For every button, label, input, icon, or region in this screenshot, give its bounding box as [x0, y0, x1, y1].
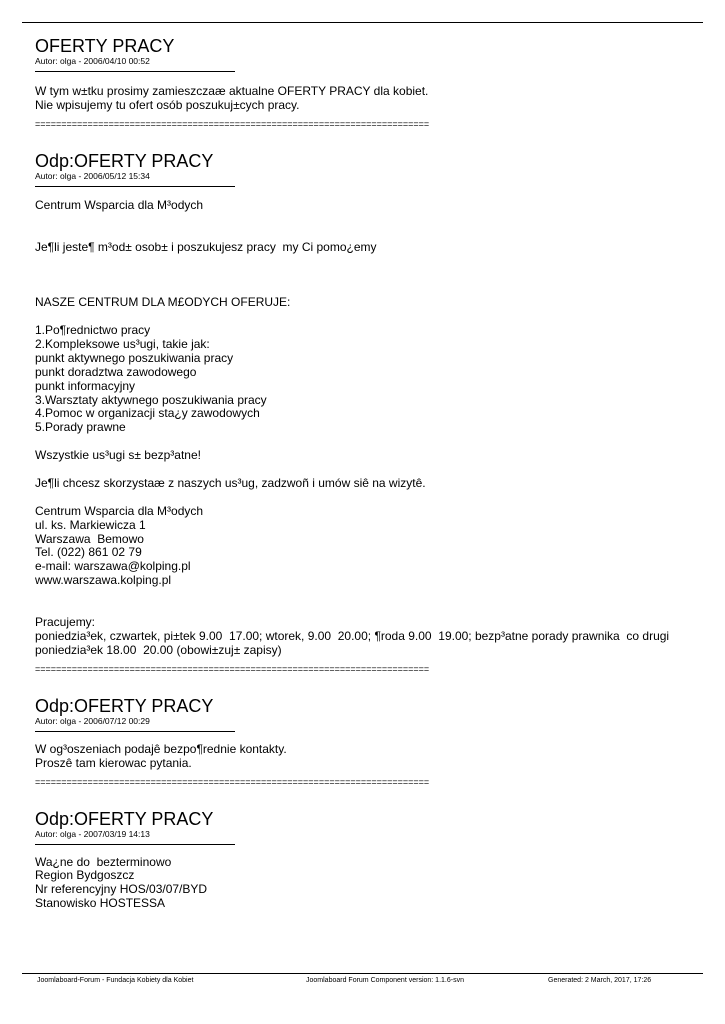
post-title-rule: [35, 844, 235, 845]
page-footer: [0, 976, 725, 988]
post-author-meta: Autor: olga - 2006/07/12 00:29: [35, 715, 150, 726]
post-body: Wa¿ne do bezterminowo Region Bydgoszcz Nr referencyjny HOS/03/07/BYD Stanowisko HOSTESSA: [35, 854, 208, 911]
post-author-meta: Autor: olga - 2006/05/12 15:34: [35, 170, 150, 181]
forum-thread: [35, 36, 695, 911]
post-title: OFERTY PRACY: [35, 36, 175, 56]
forum-post: [35, 809, 695, 912]
forum-post: [35, 36, 695, 129]
post-separator: ===========================================================================: [35, 118, 430, 129]
footer-generated-date: Generated: 2 March, 2017, 17:26: [548, 977, 652, 984]
post-body: Centrum Wsparcia dla M³odych Je¶li jeste¶ m³od± osob± i poszukujesz pracy my Ci pomo¿emy NASZE CENTRUM DLA M£ODYCH OFERUJE: 1.Po¶rednictwo pracy 2.Kompleksowe us³ugi, takie jak: punkt aktywnego poszukiwania pracy punkt doradztwa zawodowego punkt informacyjny 3.Warsztaty aktywnego poszukiwania pracy 4.Pomoc w organizacji sta¿y zawodowych 5.Porady prawne Wszystkie us³ugi s± bezp³atne! Je¶li chcesz skorzystaæ z naszych us³ug, zadzwoñ i umów siê na wizytê. Centrum Wsparcia dla M³odych ul. ks. Markiewicza 1 Warszawa Bemowo Tel. (022) 861 02 79 e-mail: warszawa@kolping.pl www.warszawa.kolping.pl Pracujemy: poniedzia³ek, czwartek, pi±tek 9.00 17.00; wtorek, 9.00 20.00; ¶roda 9.00 19.00; bezp³atne porady prawnika co drugi poniedzia³ek 18.00 20.00 (obowi±zuj± zapisy): [35, 197, 670, 657]
post-title-rule: [35, 731, 235, 732]
forum-post: [35, 151, 695, 674]
post-title-rule: [35, 71, 235, 72]
post-author-meta: Autor: olga - 2007/03/19 14:13: [35, 828, 150, 839]
post-title: Odp:OFERTY PRACY: [35, 695, 214, 716]
footer-site-name: Joomlaboard-Forum - Fundacja Kobiety dla Kobiet: [37, 977, 194, 984]
post-title: Odp:OFERTY PRACY: [35, 150, 214, 171]
post-title-rule: [35, 186, 235, 187]
post-body: W og³oszeniach podajê bezpo¶rednie kontakty. Proszê tam kierowac pytania.: [35, 741, 287, 770]
footer-component-version: Joomlaboard Forum Component version: 1.1.6-svn: [306, 977, 464, 984]
post-separator: ===========================================================================: [35, 776, 430, 787]
post-author-meta: Autor: olga - 2006/04/10 00:52: [35, 56, 150, 66]
post-separator: ===========================================================================: [35, 663, 430, 674]
post-title: Odp:OFERTY PRACY: [35, 808, 214, 829]
forum-post: [35, 696, 695, 787]
header-rule: [22, 22, 703, 23]
post-body: W tym w±tku prosimy zamieszczaæ aktualne OFERTY PRACY dla kobiet. Nie wpisujemy tu ofert osób poszukuj±cych pracy.: [35, 84, 429, 112]
footer-rule: [22, 973, 703, 974]
